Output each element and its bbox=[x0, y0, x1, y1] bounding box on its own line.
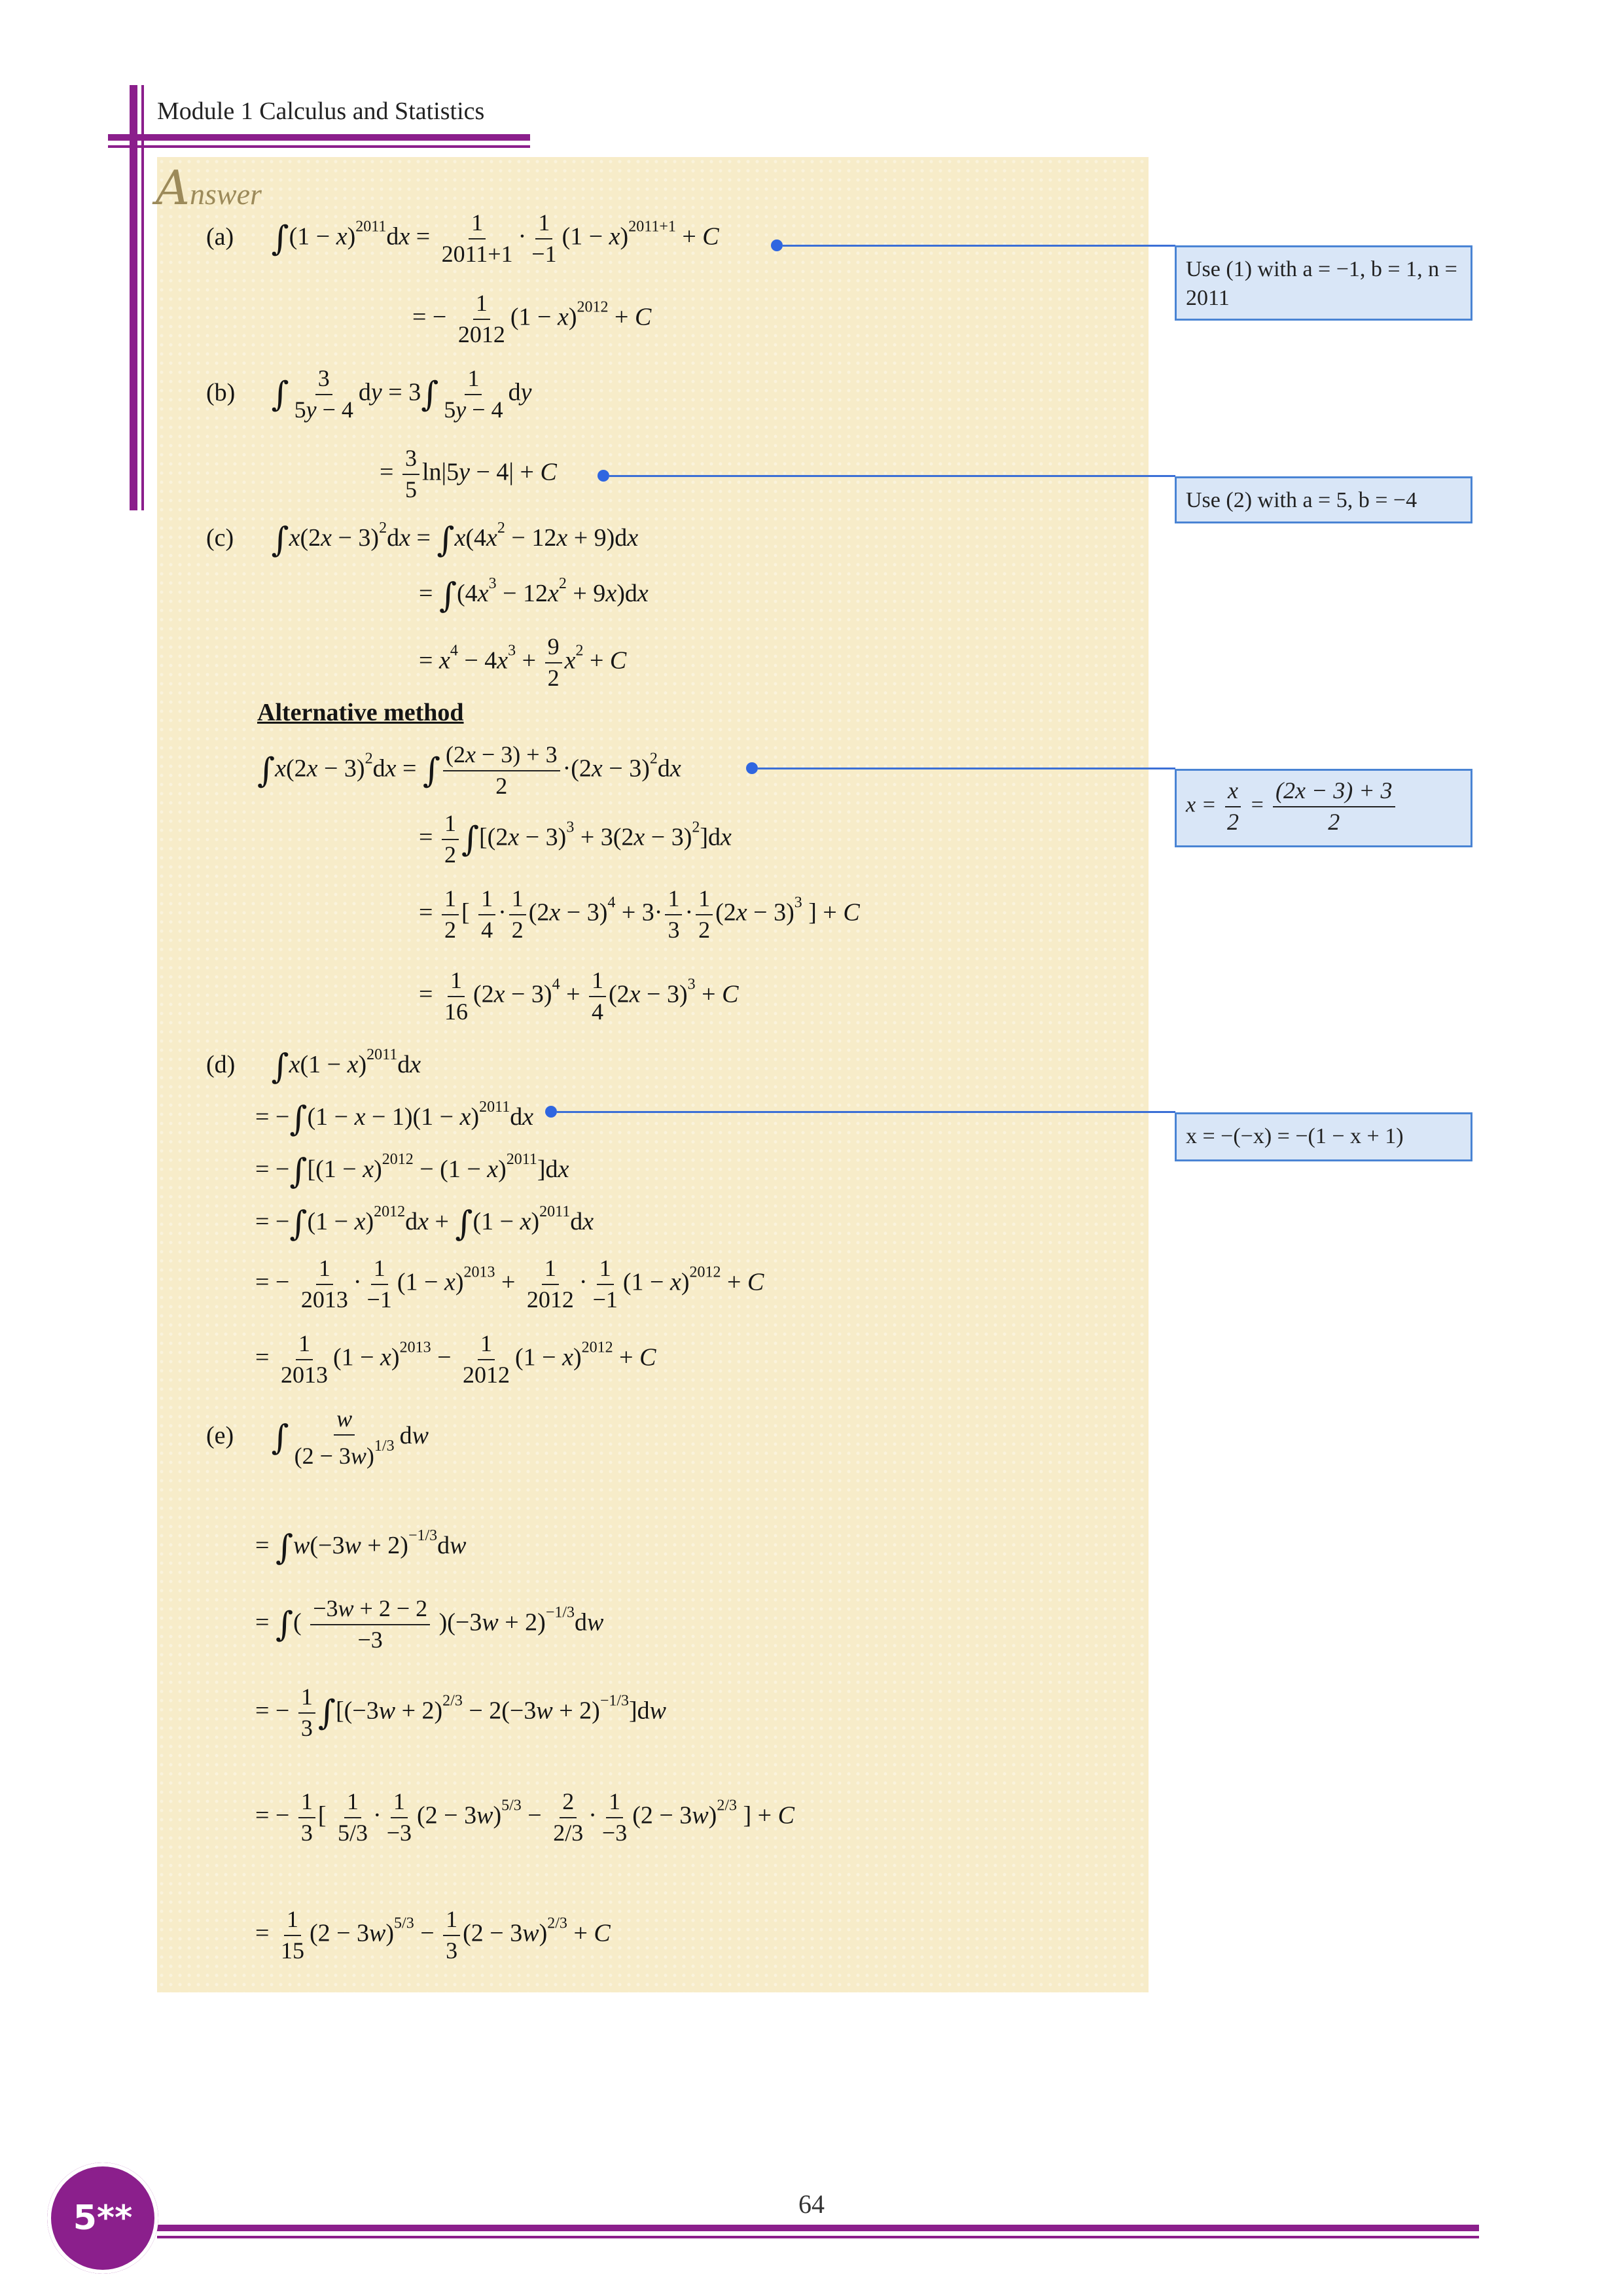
header-vertical-bar-thin bbox=[141, 85, 144, 510]
note-x-rewrite: x = −(−x) = −(1 − x + 1) bbox=[1175, 1112, 1472, 1161]
label-b: (b) bbox=[206, 378, 236, 406]
line-c3: = $x^4 - 4x^3$ + $\frac{9}{2}$ $x^2 + C$ bbox=[419, 633, 627, 691]
header-rule-thin bbox=[108, 145, 530, 148]
connector-line-2 bbox=[609, 475, 1175, 477]
line-c7: = $\frac{1}{16}$ $(2x - 3)^4$ + $\frac{1}{4}$ $(2x - 3)^3 + C$ bbox=[419, 967, 739, 1025]
note-use-1: Use (1) with a = −1, b = 1, n = 2011 bbox=[1175, 245, 1472, 321]
line-d3: = $-\int[(1 - x)^{2012} - (1 - x)^{2011}]dx$ bbox=[255, 1151, 569, 1192]
alternative-method-heading bbox=[257, 700, 464, 725]
line-c2: = $\int(4x^3 - 12x^2 + 9x)dx$ bbox=[419, 575, 649, 616]
connector-dot-2 bbox=[597, 470, 609, 482]
module-title: Module 1 Calculus and Statistics bbox=[157, 97, 485, 125]
connector-line-1 bbox=[783, 245, 1175, 247]
label-d: (d) bbox=[206, 1051, 236, 1078]
connector-dot-4 bbox=[545, 1106, 557, 1118]
connector-dot-3 bbox=[746, 762, 758, 774]
label-e: (e) bbox=[206, 1422, 234, 1450]
line-d1: (d) $\int x(1 - x)^{2011}dx$ bbox=[206, 1046, 421, 1087]
label-c: (c) bbox=[206, 524, 234, 552]
line-c4: $\int x(2x - 3)^2dx$ = ∫ $\frac{(2x - 3) + 3}{2}$ $\cdot(2x - 3)^2dx$ bbox=[257, 741, 681, 799]
line-a1: (a) $\int(1 - x)^{2011}dx$ = $\frac{1}{2011+1}$ · $\frac{1}{-1}$ $(1 - x)^{2011+1} + C$ bbox=[206, 209, 719, 267]
note-x-substitution: x = $\frac{x}{2}$ = $\frac{(2x - 3) + 3}{2}$ bbox=[1175, 769, 1472, 847]
line-d6: = $\frac{1}{2013}$ $(1 - x)^{2013}$ − $\frac{1}{2012}$ $(1 - x)^{2012} + C$ bbox=[255, 1330, 656, 1388]
page-number: 64 bbox=[798, 2189, 825, 2219]
line-b2: = $\frac{3}{5}$ ln|5y − 4| + C bbox=[380, 445, 557, 503]
answer-heading-rest: nswer bbox=[190, 177, 262, 211]
note-use-2: Use (2) with a = 5, b = −4 bbox=[1175, 476, 1472, 523]
line-e4: = − $\frac{1}{3}$ $\int[(-3w + 2)^{2/3} - 2(-3w + 2)^{-1/3}]dw$ bbox=[255, 1684, 667, 1741]
line-c5: = $\frac{1}{2}$ $\int[(2x - 3)^3 + 3(2x - 3)^2]dx$ bbox=[419, 810, 732, 868]
header-rule bbox=[108, 134, 530, 141]
note-x-prefix: x = bbox=[1186, 792, 1217, 817]
line-a2: = − $\frac{1}{2012}$ $(1 - x)^{2012} + C$ bbox=[412, 290, 652, 347]
line-e6: = $\frac{1}{15}$ $(2 - 3w)^{5/3}$ − $\frac{1}{3}$ $(2 - 3w)^{2/3} + C$ bbox=[255, 1906, 611, 1964]
line-d2: = $-\int(1 - x - 1)(1 - x)^{2011}dx$ bbox=[255, 1099, 534, 1139]
line-e5: = − $\frac{1}{3}$ [ $\frac{1}{5/3}$ · $\frac{1}{-3}$ $(2 - 3w)^{5/3}$ − $\frac{2}{2/3}$ · $\frac{1}{-3}$ $(2 - 3w)^{2/3}$ ] + C bbox=[255, 1788, 794, 1846]
line-c6: = $\frac{1}{2}$ [ $\frac{1}{4}$ · $\frac{1}{2}$ $(2x - 3)^4 + 3\cdot$ $\frac{1}{3}$ · $\frac{1}{2}$ $(2x - 3)^3$ ] + C bbox=[419, 885, 860, 943]
line-e3: = ∫( $\frac{-3w + 2 - 2}{-3}$ )$(-3w + 2)^{-1/3}dw$ bbox=[255, 1595, 604, 1653]
line-c1: (c) $\int x(2x - 3)^2dx = \int x(4x^2 - 12x + 9)dx$ bbox=[206, 520, 639, 560]
connector-line-3 bbox=[758, 768, 1175, 769]
answer-heading bbox=[156, 160, 262, 215]
footer-rule-thin bbox=[157, 2236, 1479, 2238]
header-vertical-bar bbox=[130, 85, 137, 510]
footer-rule bbox=[157, 2225, 1479, 2231]
label-a: (a) bbox=[206, 222, 234, 251]
line-e1: (e) ∫ $\frac{w}{(2 - 3w)^{1/3}}$ dw bbox=[206, 1405, 429, 1469]
answer-heading-initial: A bbox=[156, 160, 190, 215]
line-e2: = $\int w(-3w + 2)^{-1/3}dw$ bbox=[255, 1527, 467, 1568]
alternative-method-label: Alternative method bbox=[257, 699, 464, 726]
level-badge-text: 5** bbox=[73, 2199, 133, 2238]
connector-line-4 bbox=[557, 1111, 1175, 1113]
line-d5: = − $\frac{1}{2013}$ · $\frac{1}{-1}$ $(1 - x)^{2013}$ + $\frac{1}{2012}$ · $\frac{1}{-1}$ $(1 - x)^{2012} + C$ bbox=[255, 1255, 764, 1313]
connector-dot-1 bbox=[771, 239, 783, 251]
line-b1: (b) ∫ $\frac{3}{5y - 4}$ dy = 3∫ $\frac{1}{5y - 4}$ dy bbox=[206, 365, 532, 423]
line-d4: = $-\int(1 - x)^{2012}dx + \int(1 - x)^{2011}dx$ bbox=[255, 1203, 594, 1244]
